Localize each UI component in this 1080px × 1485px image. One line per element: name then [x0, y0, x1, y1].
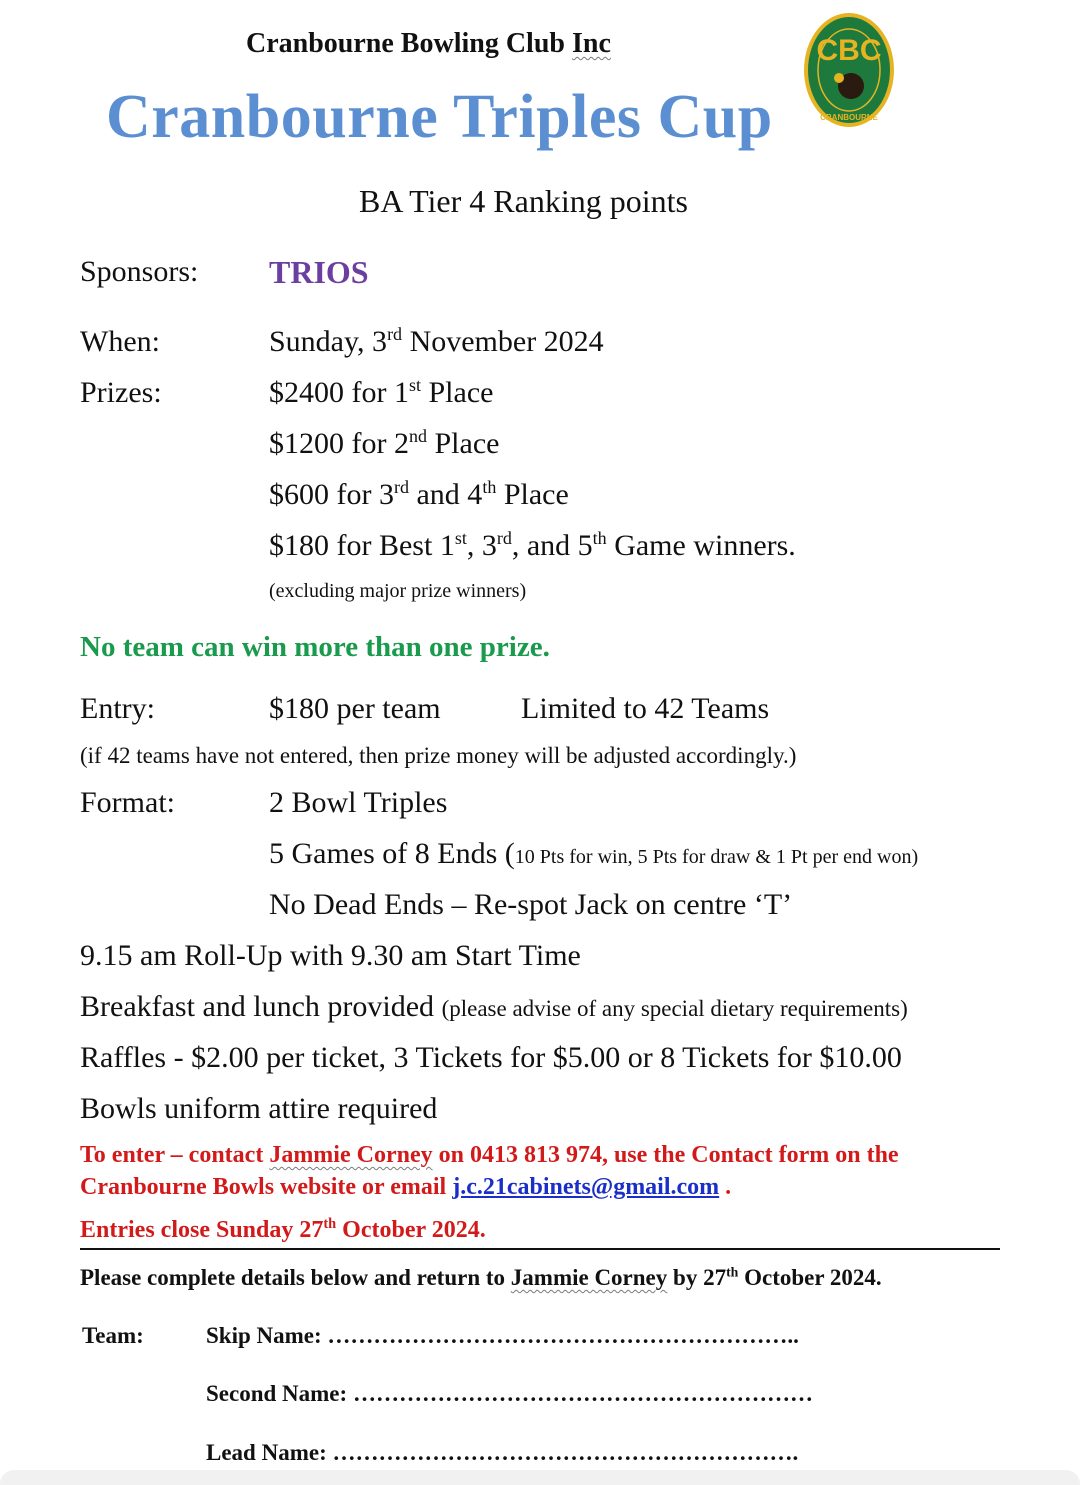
second-name-field[interactable]: Second Name: …………………………………………………… [206, 1381, 813, 1406]
prize-third-fourth: $600 for 3rd and 4th Place [269, 477, 569, 511]
prize-second: $1200 for 2nd Place [269, 426, 500, 460]
prizes-label: Prizes: [80, 376, 162, 409]
entry-note: (if 42 teams have not entered, then prize money will be adjusted accordingly.) [80, 743, 797, 768]
club-name-inc: Inc [571, 28, 611, 59]
food-info: Breakfast and lunch provided (please advise of any special dietary requirements) [80, 990, 908, 1023]
format-label: Format: [80, 786, 175, 819]
entry-label: Entry: [80, 692, 155, 725]
form-instructions: Please complete details below and return to Jammie Corney by 27th October 2024. [80, 1264, 882, 1290]
logo-letters: CBC [816, 34, 882, 67]
club-logo [803, 12, 895, 128]
format-line-3: No Dead Ends – Re-spot Jack on centre ‘T’ [269, 888, 793, 921]
entry-fee: $180 per team [269, 692, 441, 725]
format-line-2: 5 Games of 8 Ends (10 Pts for win, 5 Pts for draw & 1 Pt per end won) [269, 837, 919, 870]
subtitle: BA Tier 4 Ranking points [359, 183, 688, 219]
bottom-sheet-edge [0, 1470, 1080, 1485]
sponsors-label: Sponsors: [80, 255, 199, 288]
page-title: Cranbourne Triples Cup [106, 83, 773, 151]
entries-close: Entries close Sunday 27th October 2024. [80, 1216, 486, 1243]
form-contact-name: Jammie Corney [510, 1265, 668, 1290]
contact-name: Jammie Corney [269, 1142, 433, 1168]
skip-name-field[interactable]: Skip Name: …………………………………………………….. [206, 1323, 799, 1348]
divider-line [80, 1248, 1000, 1250]
lead-name-field[interactable]: Lead Name: ……………………………………………………. [206, 1440, 799, 1465]
prize-first: $2400 for 1st Place [269, 375, 494, 409]
entry-limit: Limited to 42 Teams [521, 692, 770, 725]
when-value: Sunday, 3rd November 2024 [269, 324, 604, 358]
team-label: Team: [82, 1323, 144, 1348]
prize-best-game: $180 for Best 1st, 3rd, and 5th Game winners. [269, 528, 796, 562]
contact-line-1: To enter – contact Jammie Corney on 0413 813 974, use the Contact form on the [80, 1142, 899, 1168]
email-link[interactable]: j.c.21cabinets@gmail.com [452, 1174, 720, 1200]
logo-jack [834, 73, 844, 83]
when-label: When: [80, 325, 160, 358]
sponsors-value: TRIOS [269, 254, 369, 290]
logo-green-field [808, 17, 890, 123]
format-line-1: 2 Bowl Triples [269, 786, 448, 819]
logo-ring-text: CRANBOURNE [820, 113, 878, 122]
contact-line-2: Cranbourne Bowls website or email j.c.21cabinets@gmail.com . [80, 1174, 732, 1200]
prize-note: (excluding major prize winners) [269, 580, 527, 602]
club-name: Cranbourne Bowling Club Inc [246, 28, 611, 59]
raffles-info: Raffles - $2.00 per ticket, 3 Tickets for $5.00 or 8 Tickets for $10.00 [80, 1041, 902, 1074]
attire-info: Bowls uniform attire required [80, 1092, 438, 1125]
rollup-time: 9.15 am Roll-Up with 9.30 am Start Time [80, 939, 581, 972]
one-prize-rule: No team can win more than one prize. [80, 631, 550, 663]
